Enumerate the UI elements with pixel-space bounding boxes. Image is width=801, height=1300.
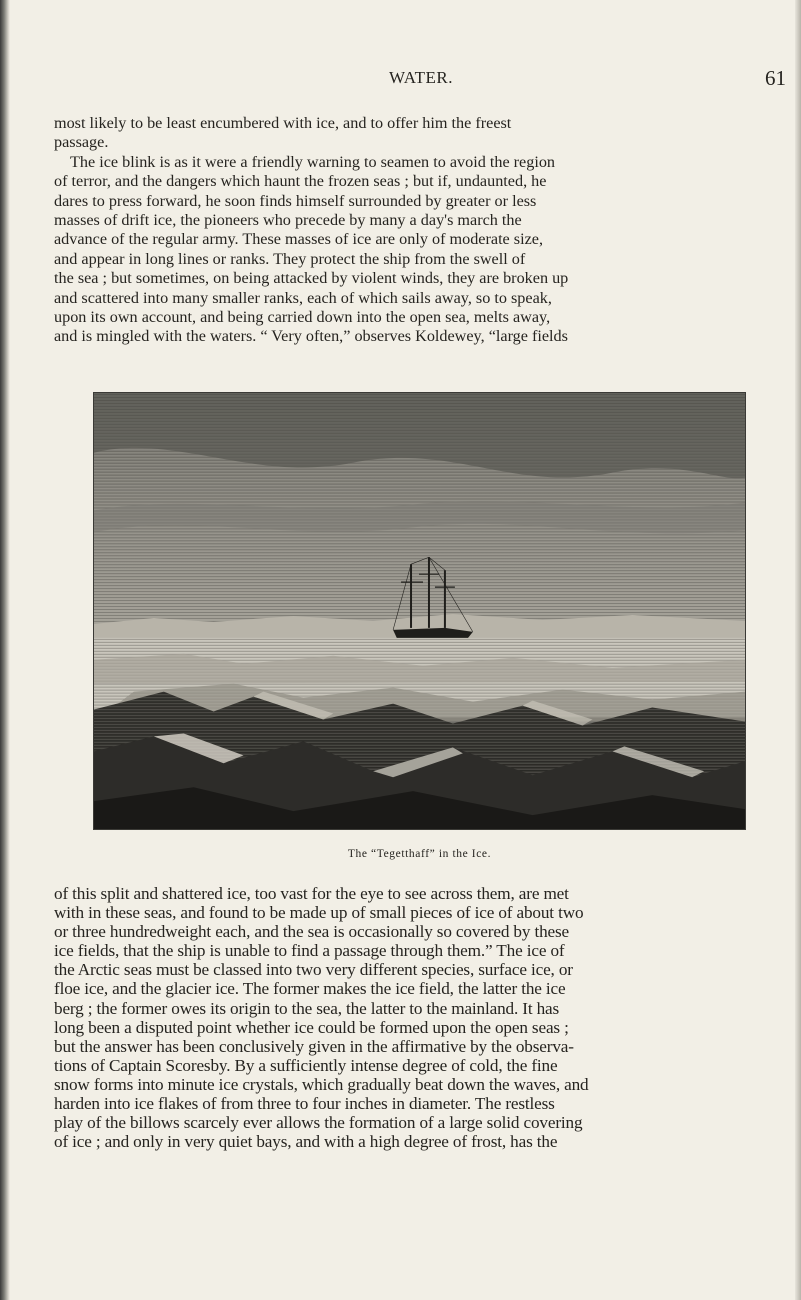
- text-line: masses of drift ice, the pioneers who precede by many a day's march the: [54, 210, 522, 229]
- text-line: most likely to be least encumbered with ice, and to offer him the freest: [54, 114, 512, 132]
- text-line: of ice ; and only in very quiet bays, and with a high degree of frost, has the: [54, 1132, 558, 1152]
- text-line: or three hundredweight each, and the sea is occasionally so covered by these: [54, 922, 570, 942]
- page-edge: [795, 0, 801, 1300]
- text-line: the Arctic seas must be classed into two very different species, surface ice, or: [54, 960, 573, 980]
- text-line: floe ice, and the glacier ice. The former makes the ice field, the latter the ice: [54, 979, 566, 999]
- figure-caption: The “Tegetthaff” in the Ice.: [347, 848, 492, 860]
- text-line: The ice blink is as it were a friendly warning to seamen to avoid the region: [70, 152, 556, 171]
- text-line: of this split and shattered ice, too vast for the eye to see across them, are met: [54, 884, 569, 903]
- text-line: play of the billows scarcely ever allows the formation of a large solid covering: [54, 1113, 583, 1133]
- text-line: long been a disputed point whether ice could be formed upon the open seas ;: [54, 1017, 569, 1037]
- text-line: and is mingled with the waters. “ Very often,” observes Koldewey, “large fields: [54, 327, 568, 346]
- engraving-ship-in-ice: [93, 392, 746, 830]
- text-line: snow forms into minute ice crystals, which gradually beat down the waves, and: [54, 1074, 589, 1094]
- book-spine-shadow: [0, 0, 10, 1300]
- page-header: [54, 66, 788, 96]
- page-number: 61: [765, 66, 786, 90]
- text-line: passage.: [54, 133, 109, 152]
- text-line: and scattered into many smaller ranks, each of which sails away, so to speak,: [54, 288, 552, 307]
- text-line: advance of the regular army. These masses of ice are only of moderate size,: [54, 230, 544, 249]
- text-line: and appear in long lines or ranks. They protect the ship from the swell of: [54, 249, 526, 268]
- engraving-illustration: [94, 393, 745, 829]
- text-line: the sea ; but sometimes, on being attacked by violent winds, they are broken up: [54, 269, 569, 288]
- running-head: WATER.: [389, 68, 453, 87]
- text-line: upon its own account, and being carried down into the open sea, melts away,: [54, 307, 551, 326]
- text-line: ice fields, that the ship is unable to find a passage through them.” The ice of: [54, 941, 565, 961]
- paragraph-1: [54, 114, 786, 347]
- text-line: harden into ice flakes of from three to four inches in diameter. The restless: [54, 1094, 555, 1114]
- text-line: of terror, and the dangers which haunt the frozen seas ; but if, undaunted, he: [54, 172, 547, 191]
- text-line: tions of Captain Scoresby. By a sufficiently intense degree of cold, the fine: [54, 1055, 558, 1075]
- text-line: with in these seas, and found to be made up of small pieces of ice of about two: [54, 903, 584, 923]
- text-line: dares to press forward, he soon finds himself surrounded by greater or less: [54, 191, 537, 210]
- text-line: berg ; the former owes its origin to the sea, the latter to the mainland. It has: [54, 998, 560, 1018]
- text-line: but the answer has been conclusively given in the affirmative by the observa-: [54, 1036, 574, 1056]
- paragraph-2: [54, 884, 786, 1151]
